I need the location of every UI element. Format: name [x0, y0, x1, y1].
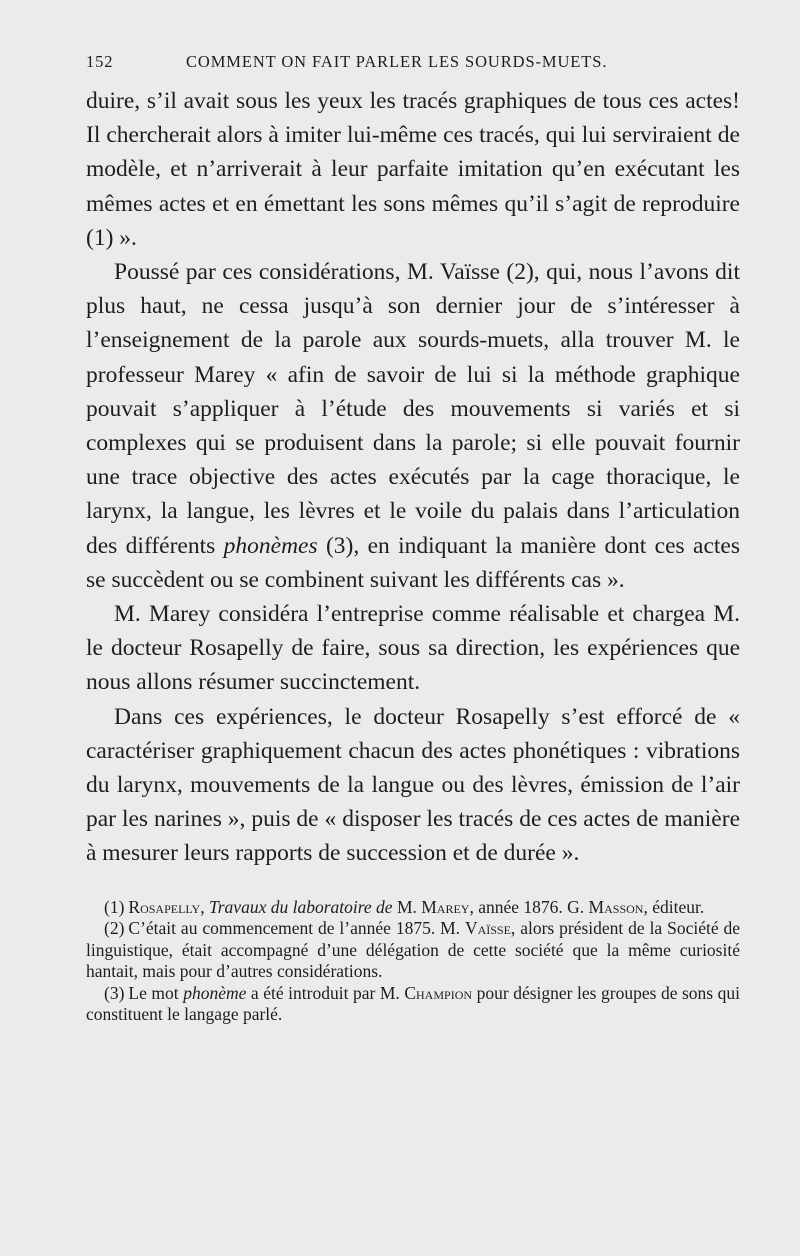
footnote-3 [86, 983, 740, 1026]
footnote-3-name: Champion [404, 982, 473, 1003]
running-title: COMMENT ON FAIT PARLER LES SOURDS-MUETS. [186, 52, 608, 71]
footnote-3-text-b: a été introduit par M. [250, 982, 400, 1003]
footnotes [86, 897, 740, 1026]
footnote-1-publisher-role: éditeur. [652, 896, 705, 917]
footnote-1-title: Travaux du laboratoire de [208, 896, 393, 917]
paragraph-2 [86, 255, 740, 597]
page-number: 152 [86, 52, 114, 71]
paragraph-2-part-a: Poussé par ces considérations, M. Vaïsse (2), qui, nous l’avons dit plus haut, ne cessa jusqu’à son dernier jour de s’intéresser à l’enseignement de la parole aux sourds-muets, alla trouver M. le professeur Marey « afin de savoir de lui si la méthode graphique pouvait s’appliquer à l’étude des mouvements si variés et si complexes qui se produisent dans la parole; si elle pouvait fournir une trace objective des actes exécutés par la cage thoracique, le larynx, la langue, les lèvres et le voile du palais dans l’articulation des différents [86, 259, 740, 559]
footnote-1-mark: (1) [104, 896, 125, 917]
paragraph-1: duire, s’il avait sous les yeux les tracés graphiques de tous ces actes! Il chercherait alors à imiter lui-même ces tracés, qui lui serviraient de modèle, et n’arriverait à leur parfaite imitation qu’en exécutant les mêmes actes et en émettant les sons mêmes qu’il s’agit de reproduire (1) ». [86, 88, 740, 251]
footnote-2 [86, 918, 740, 983]
footnote-1-publisher: G. Masson, [567, 896, 648, 917]
footnote-3-text-c: pour désigner les groupes de sons qui constituent le langage parlé. [86, 982, 741, 1025]
footnote-3-term: phonème [183, 982, 247, 1003]
footnote-1-text: M. [396, 896, 417, 917]
footnote-2-mark: (2) [104, 918, 125, 939]
phonemes-term: phonèmes [223, 532, 318, 559]
paragraph-4: Dans ces expériences, le docteur Rosapelly s’est efforcé de « caractériser graphiquement chacun des actes phonétiques : vibrations du larynx, mouvements de la langue ou des lèvres, émission de l’air par les narines », puis de « disposer les tracés de ces actes de manière à mesurer leurs rapports de succession et de durée ». [86, 703, 740, 867]
paragraph-3: M. Marey considéra l’entreprise comme réalisable et chargea M. le docteur Rosapelly de faire, sous sa direction, les expériences que nous allons résumer succinctement. [86, 601, 740, 696]
footnote-3-text-a: Le mot [128, 982, 179, 1003]
footnote-1 [86, 897, 740, 919]
footnote-1-name: Marey, [421, 896, 474, 917]
paragraph-2-part-b: (3), en indiquant la manière dont ces actes se succèdent ou se combinent suivant les différents cas ». [86, 532, 740, 593]
footnote-1-author: Rosapelly, [128, 896, 205, 917]
footnote-2-text-a: C’était au commencement de l’année 1875. M. [128, 918, 461, 939]
footnote-1-year: année 1876. [478, 896, 563, 917]
body-text [86, 84, 740, 871]
page-header [86, 52, 740, 84]
footnote-3-mark: (3) [104, 982, 125, 1003]
footnote-2-text-b: alors président de la Société de linguistique, était accompagné d’une délégation de cette société que la même curiosité hantait, mais pour d’autres considérations. [86, 918, 741, 982]
footnote-2-name: Vaïsse, [464, 918, 516, 939]
